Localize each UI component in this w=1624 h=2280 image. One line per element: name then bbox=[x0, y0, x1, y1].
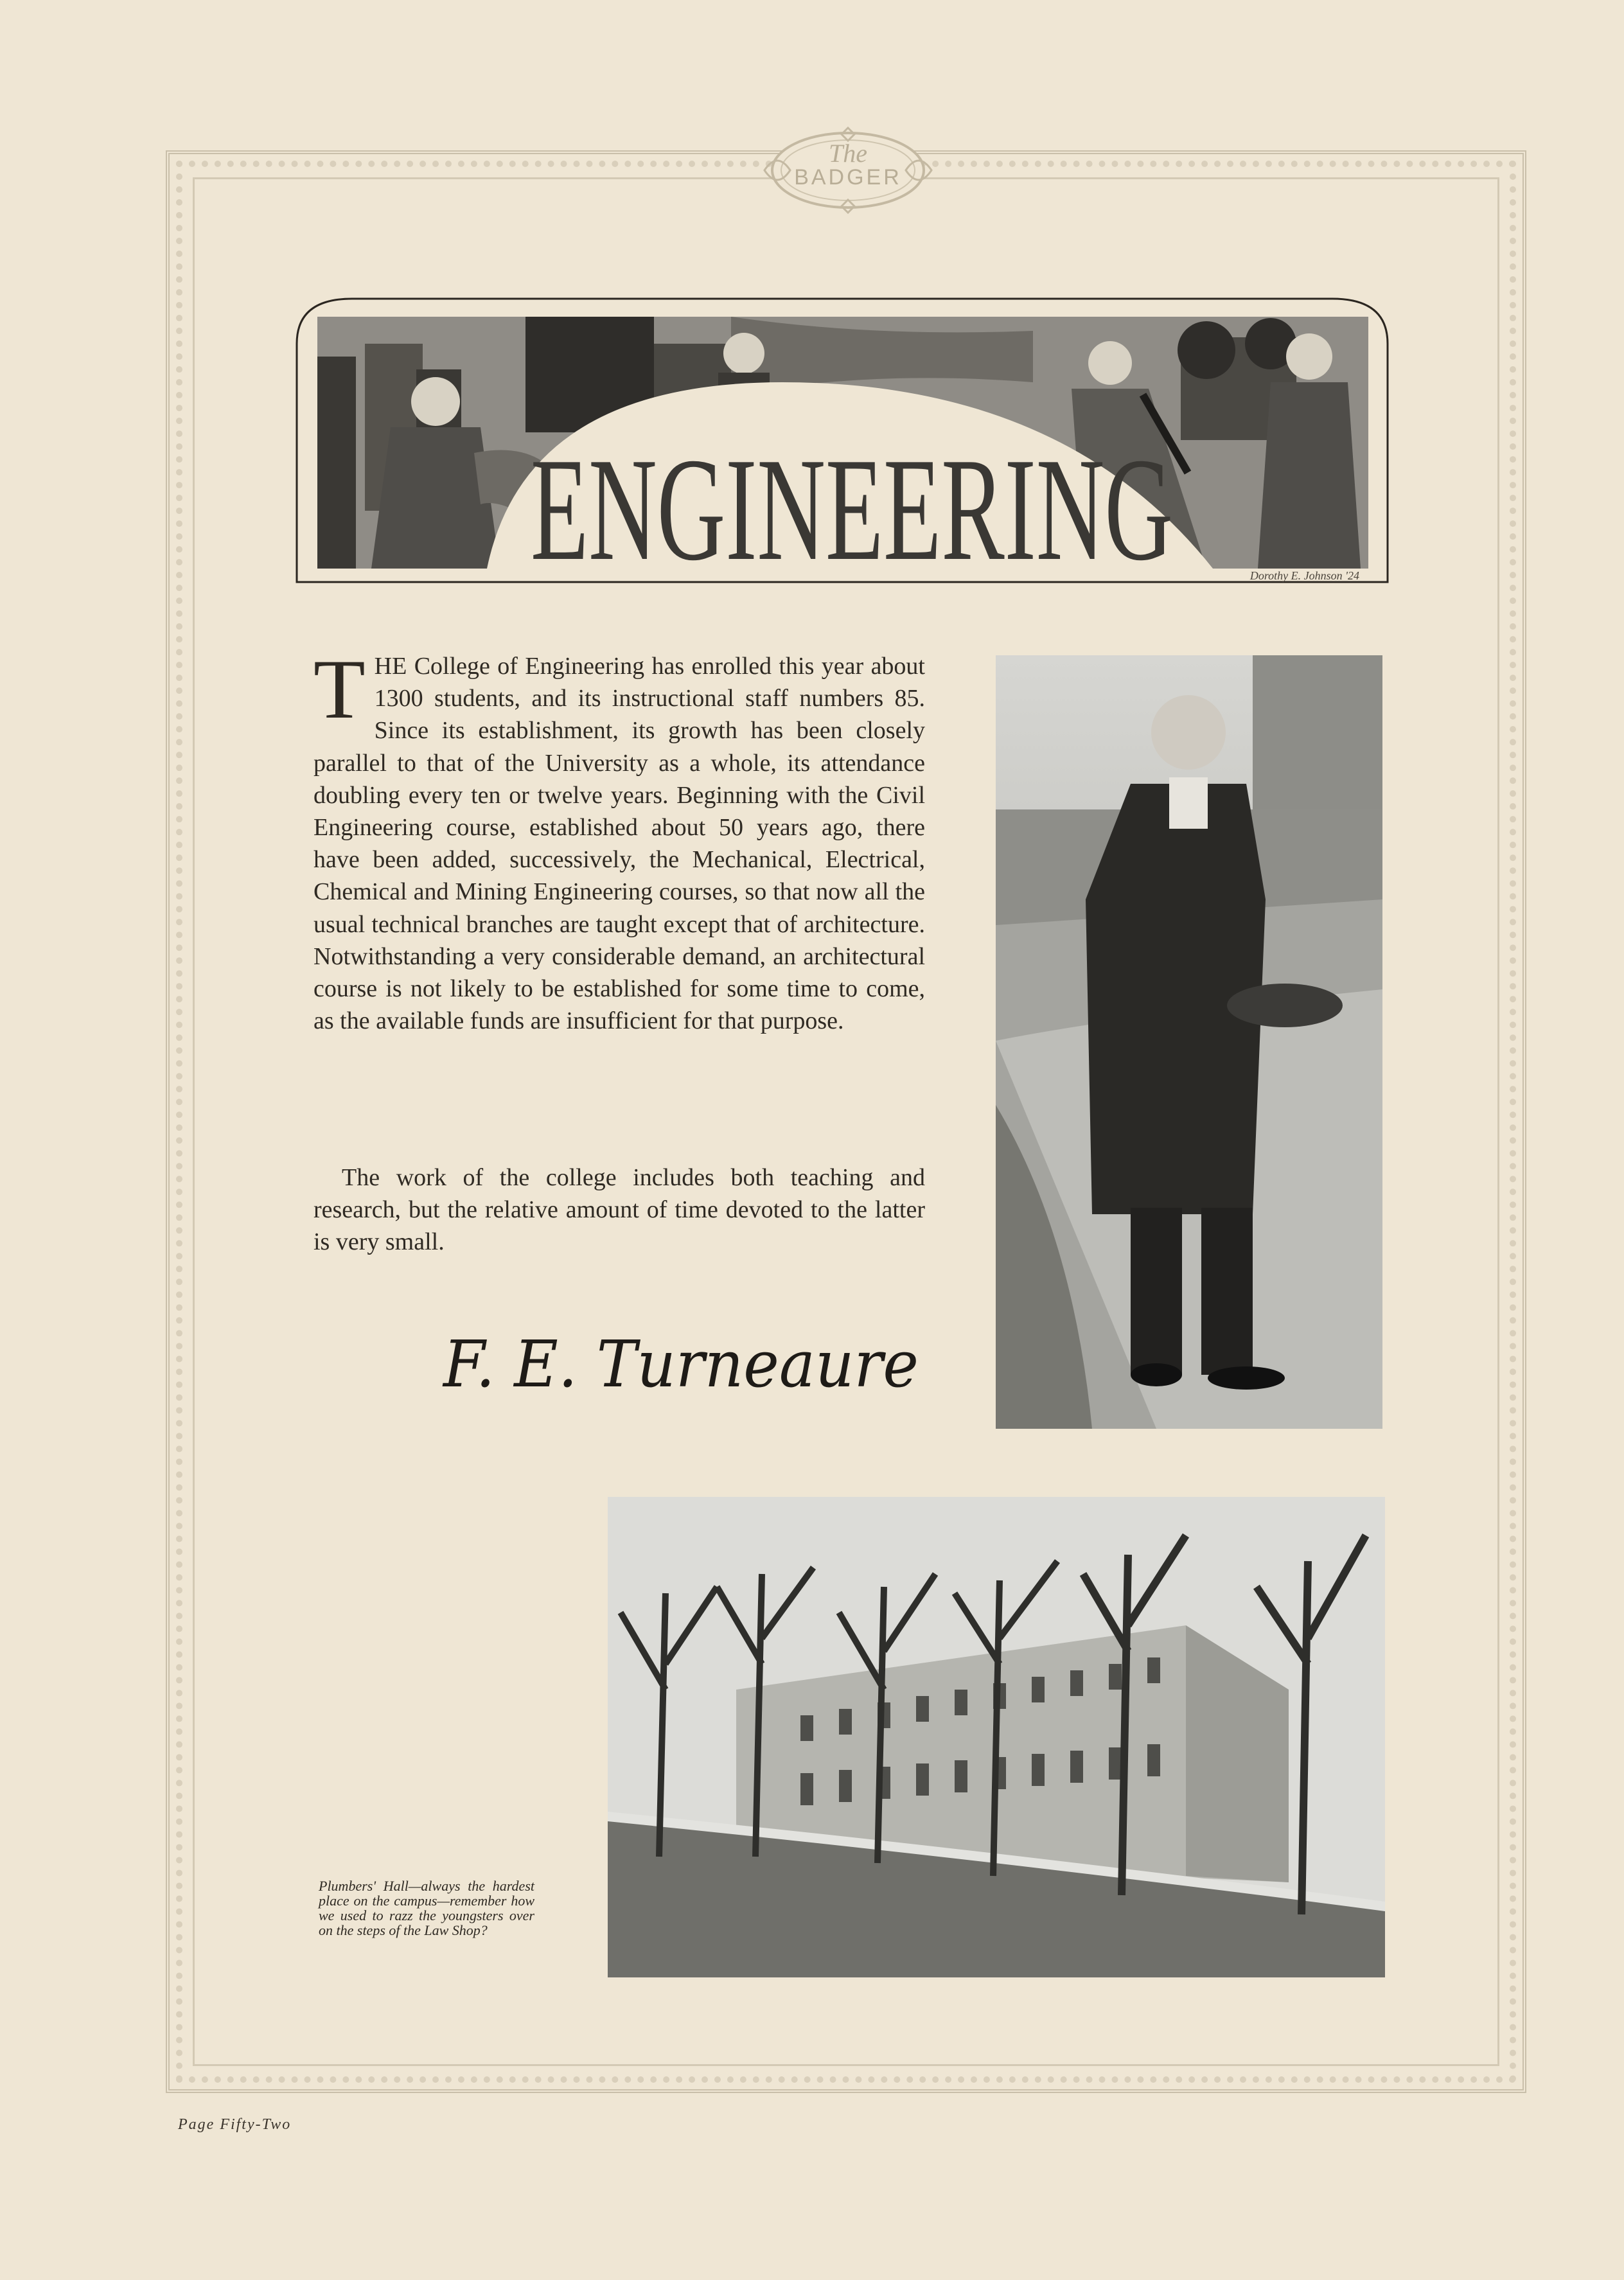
drop-cap: T bbox=[313, 642, 366, 736]
banner-title: ENGINEERING bbox=[531, 427, 1173, 585]
signature-graphic bbox=[437, 1309, 938, 1412]
dean-signature bbox=[437, 1309, 938, 1412]
portrait-image bbox=[996, 655, 1382, 1429]
signature-text: F. E. Turneaure bbox=[442, 1327, 919, 1402]
portrait-photo bbox=[996, 655, 1382, 1429]
engineering-banner bbox=[294, 292, 1390, 585]
banner-illustration bbox=[294, 292, 1390, 585]
crest-badger: BADGER bbox=[794, 165, 902, 190]
article-paragraph-1 bbox=[313, 642, 925, 1037]
badger-crest bbox=[752, 119, 944, 215]
paragraph-1-text: HE College of Engineering has enrolled this year about 1300 students, and its instructional staff numbers 85. Since its establishment, its growth has been closely parallel to that of the University as a whole, its attendance doubling every ten or twelve years. Beginning with the Civil Engineering course, established about 50 years ago, there have been added, successively, the Mechanical, Electrical, Chemical and Mining Engineering courses, so that now all the usual technical branches are taught except that of architecture. Notwithstanding a very considerable demand, an architectural course is not likely to be established for some time to come, as the available funds are insufficient for that purpose. bbox=[313, 653, 925, 1035]
photo-caption: Plumbers' Hall—always the hardest place on the campus—remember how we used to razz the youngsters over on the steps of the Law Shop? bbox=[319, 1878, 534, 1938]
building-photo bbox=[608, 1497, 1385, 1977]
building-image bbox=[608, 1497, 1385, 1977]
page-number: Page Fifty-Two bbox=[178, 2116, 292, 2133]
banner-artist-signature: Dorothy E. Johnson '24 bbox=[1249, 569, 1359, 582]
crest-the: The bbox=[829, 139, 867, 168]
article-paragraph-2: The work of the college includes both teaching and research, but the relative amount of time devoted to the latter is very small. bbox=[313, 1164, 925, 1256]
